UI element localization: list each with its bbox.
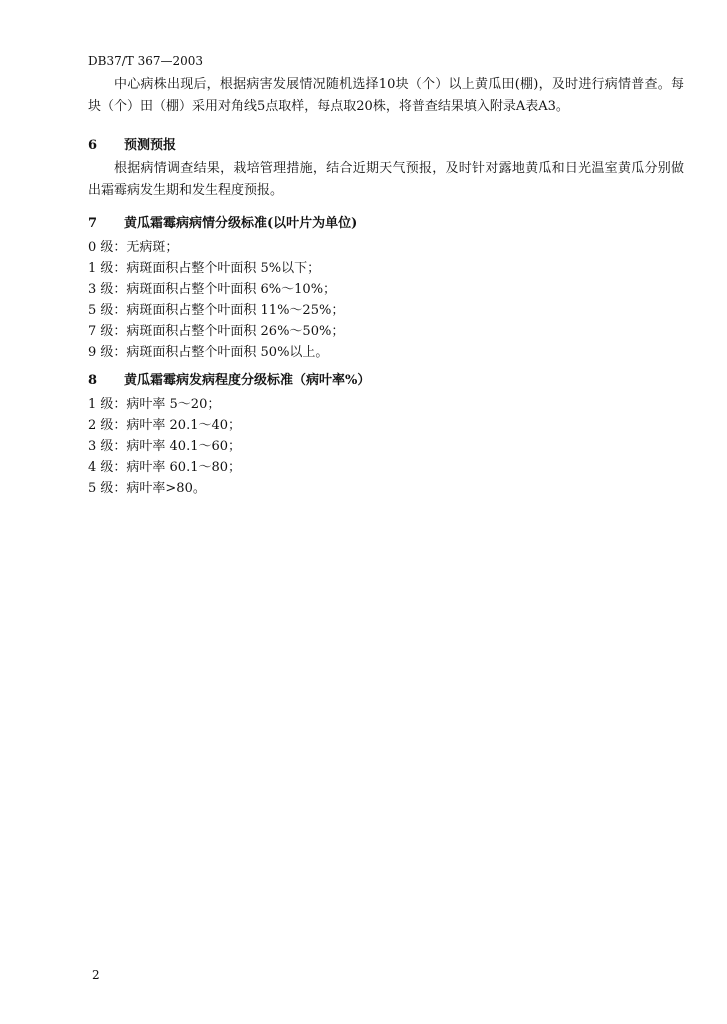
section-8-list [88,394,241,499]
list-item: 2 级：病叶率 20.1～40； [88,418,242,433]
list-item: 7 级：病斑面积占整个叶面积 26%～50%； [88,324,345,339]
section-8-heading [88,369,370,388]
list-item: 4 级：病叶率 60.1～80； [88,460,242,475]
section-8-number: 8 [88,373,98,388]
list-item: 0 级：无病斑； [88,240,179,255]
section-6-number: 6 [88,138,98,153]
list-item: 1 级：病斑面积占整个叶面积 5%以下； [88,261,321,276]
section-6-title: 预测预报 [124,138,177,153]
list-item: 1 级：病叶率 5～20； [88,397,221,412]
list-item: 3 级：病斑面积占整个叶面积 6%～10%； [88,282,337,297]
section-7-heading [88,212,357,231]
section-7-list [88,237,344,363]
section-6-paragraph: 根据病情调查结果，栽培管理措施，结合近期天气预报，及时针对露地黄瓜和日光温室黄瓜分别做出霜霉病发生期和发生程度预报。 [88,161,684,198]
page-number: 2 [92,968,100,982]
list-item: 9 级：病斑面积占整个叶面积 50%以上。 [88,345,329,360]
section-8-title: 黄瓜霜霉病发病程度分级标准（病叶率%） [124,373,371,388]
intro-paragraph: 中心病株出现后，根据病害发展情况随机选择10块（个）以上黄瓜田(棚)，及时进行病情普查。每块（个）田（棚）采用对角线5点取样，每点取20株，将普查结果填入附录A表A3。 [88,77,684,114]
section-7-number: 7 [88,216,98,231]
list-item: 3 级：病叶率 40.1～60； [88,439,242,454]
section-6-heading [88,134,176,153]
list-item: 5 级：病叶率>80。 [88,481,206,496]
list-item: 5 级：病斑面积占整个叶面积 11%～25%； [88,303,345,318]
document-code-header: DB37/T 367—2003 [88,54,204,68]
section-7-title: 黄瓜霜霉病病情分级标准(以叶片为单位) [124,216,358,231]
